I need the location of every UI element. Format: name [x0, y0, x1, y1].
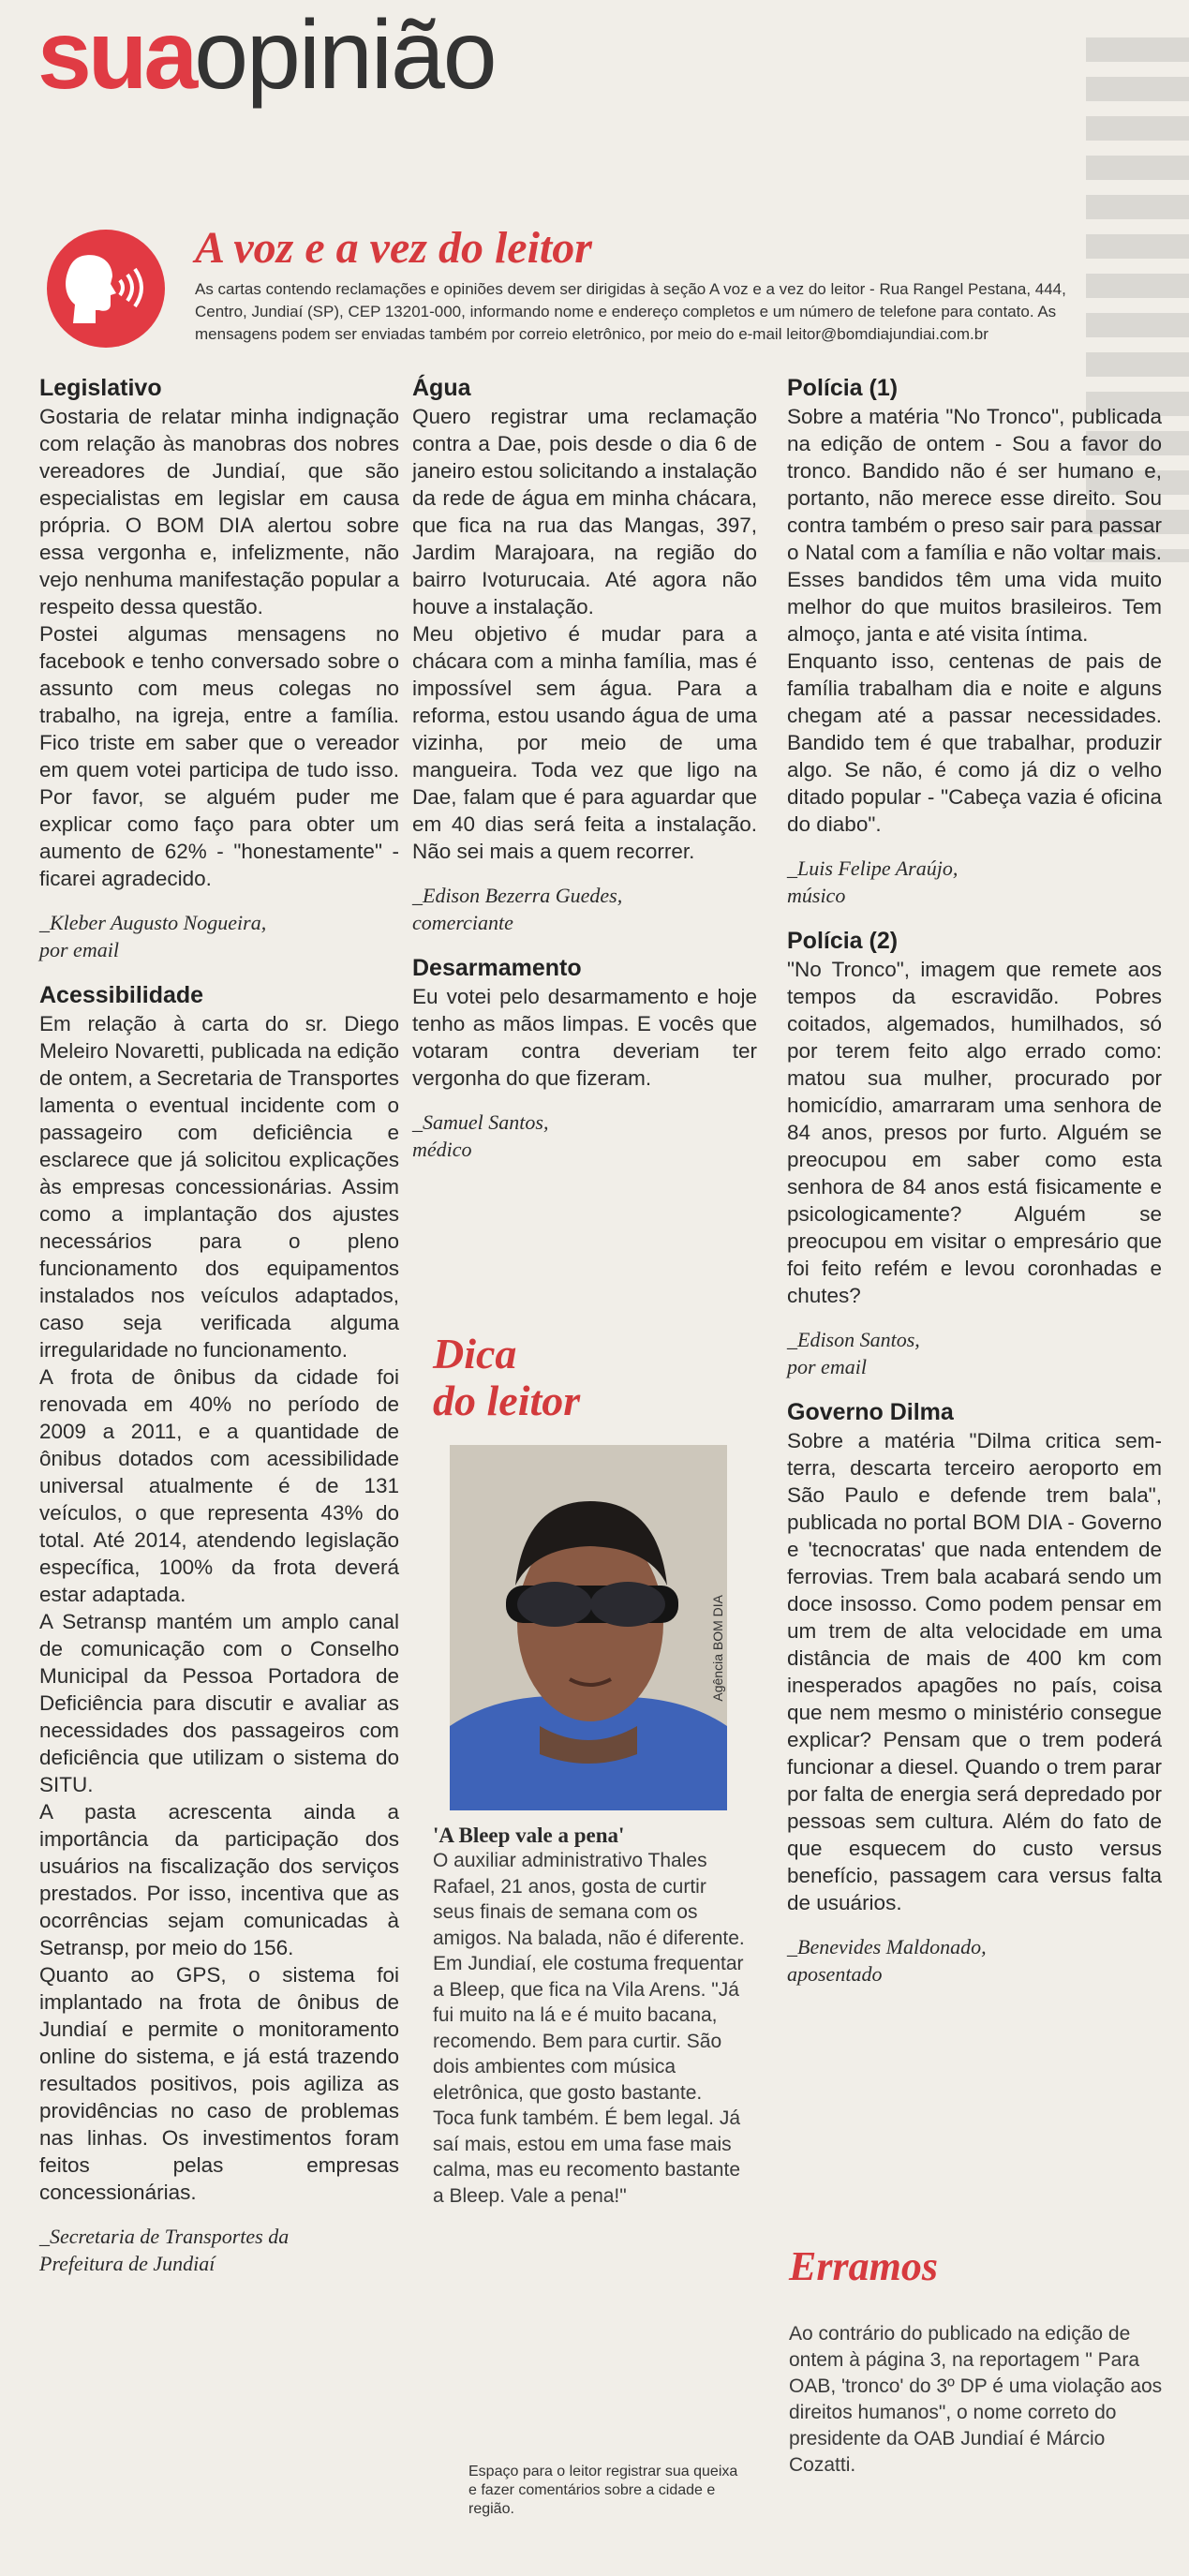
- letter-paragraph: Quanto ao GPS, o sistema foi implantado na frota de ônibus de Jundiaí e permite o monitoramento online do sistema, e já está trazendo resultados positivos, pois agiliza as providências no caso de problemas nas linhas. Os investimentos foram feitos pelas empresas concessionárias.: [39, 1963, 399, 2204]
- portrait-illustration: [450, 1445, 727, 1810]
- letter-paragraph: Eu votei pelo desarmamento e hoje tenho as mãos limpas. E vocês que votaram contra deveriam ter vergonha do que fizeram.: [412, 985, 757, 1090]
- signature-role: médico: [412, 1138, 472, 1161]
- letter-paragraph: Em relação à carta do sr. Diego Meleiro Novaretti, publicada na edição de ontem, a Secretaria de Transportes lamenta o eventual incidente com o passageiro com deficiência e esclarece que já solicitou explicações às empresas concessionárias. Assim como a implantação dos ajustes necessários para o pleno funcionamento dos equipamentos instalados nos veículos adaptados, caso seja verificada alguma irregularidade no funcionamento.: [39, 1012, 399, 1362]
- reader-tip-caption: 'A Bleep vale a pena': [433, 1824, 625, 1847]
- letter-title-desarmamento: Desarmamento: [412, 955, 582, 981]
- signature-role: por email: [39, 938, 119, 961]
- signature-name: _Edison Bezerra Guedes,: [412, 884, 623, 907]
- letter-signature: [787, 1933, 1162, 1988]
- letter-paragraph: Sobre a matéria "Dilma critica sem-terra, descarta terceiro aeroporto em São Paulo e defende trem bala", publicada no portal BOM DIA - Governo e 'tecnocratas' que nada entendem de ferrovias. Trem bala acabará sendo um doce insosso. Como podem pensar em um trem de alta velocidade em uma distância de mais de 400 km com inesperados apagões no país, coisa que nem mesmo o ministério consegue explicar? Pensam que o trem poderá funcionar a diesel. Quando o trem parar por falta de energia será depredado por pessoas sem cultura. Além do fato de que esquecem do custo versus benefício, passagem cara versus falta de usuários.: [787, 1429, 1162, 1914]
- reader-tip-title-line2: do leitor: [433, 1377, 581, 1424]
- intro-text: As cartas contendo reclamações e opiniões devem ser dirigidas à seção A voz e a vez do leitor - Rua Rangel Pestana, 444, Centro, Jundiaí (SP), CEP 13201-000, informando nome e endereço completos e um número de telefone para contato. As mensagens podem ser enviadas também por correio eletrônico, por meio do e-mail leitor@bomdiajundiai.com.br: [195, 280, 1066, 343]
- column-3: [787, 373, 1162, 2004]
- reader-photo: [450, 1445, 727, 1810]
- letter-title-governo: Governo Dilma: [787, 1399, 954, 1425]
- letter-signature: [39, 909, 399, 963]
- masthead-opiniao: opinião: [194, 1, 496, 110]
- letter-title-policia-2: Polícia (2): [787, 928, 899, 954]
- signature-role: por email: [787, 1355, 867, 1378]
- letter-signature: [412, 882, 757, 936]
- signature-role: comerciante: [412, 911, 513, 934]
- signature-name: _Samuel Santos,: [412, 1110, 549, 1134]
- letter-title-acessibilidade: Acessibilidade: [39, 982, 204, 1008]
- letter-signature: [412, 1109, 757, 1163]
- reader-tip-footer: Espaço para o leitor registrar sua queixa e fazer comentários sobre a cidade e região.: [468, 2464, 738, 2517]
- reader-tip-title: [433, 1331, 747, 1424]
- signature-name: _Benevides Maldonado,: [787, 1935, 987, 1958]
- signature-role: músico: [787, 884, 846, 907]
- masthead-sua: sua: [37, 1, 195, 110]
- letter-title-legislativo: Legislativo: [39, 375, 162, 401]
- signature-name: _Kleber Augusto Nogueira,: [39, 911, 267, 934]
- letter-title-policia-1: Polícia (1): [787, 375, 899, 401]
- column-1: [39, 373, 399, 2294]
- reader-tip-box: [433, 1331, 747, 2209]
- signature-name: _Secretaria de Transportes da: [39, 2225, 290, 2248]
- letter-paragraph: Sobre a matéria "No Tronco", publicada na edição de ontem - Sou a favor do tronco. Bandido não é ser humano e, portanto, não merece esse direito. Sou contra também o preso sair para passar o Natal com a família e não voltar mais. Esses bandidos têm uma vida muito melhor do que muitos brasileiros. Tem almoço, janta e até visita íntima.: [787, 405, 1162, 646]
- reader-tip-text: O auxiliar administrativo Thales Rafael, 21 anos, gosta de curtir seus finais de semana com os amigos. Na balada, não é diferente. Em Jundiaí, ele costuma frequentar a Bleep, que fica na Vila Arens. "Já fui muito na lá e é muito bacana, recomendo. Bem para curtir. São dois ambientes com música eletrônica, que gosto bastante. Toca funk também. É bem legal. Já saí mais, estou em uma fase mais calma, mas eu recomento bastante a Bleep. Vale a pena!": [433, 1850, 745, 2207]
- signature-name: _Edison Santos,: [787, 1328, 920, 1351]
- masthead: [37, 0, 750, 112]
- intro-title: A voz e a vez do leitor: [195, 223, 592, 273]
- letter-paragraph: A pasta acrescenta ainda a importância da participação dos usuários na fiscalização dos serviços prestados. Por isso, incentiva que as ocorrências sejam comunicadas à Setransp, por meio do 156.: [39, 1800, 399, 1959]
- letter-paragraph: A Setransp mantém um amplo canal de comunicação com o Conselho Municipal da Pessoa Portadora de Deficiência para discutir e avaliar as necessidades dos passageiros com deficiência que utilizam o sistema do SITU.: [39, 1610, 399, 1796]
- corrections-text: Ao contrário do publicado na edição de ontem à página 3, na reportagem " Para OAB, 'tronco' do 3º DP é uma violação aos direitos humanos", o nome correto do presidente da OAB Jundiaí é Márcio Cozatti.: [789, 2323, 1163, 2476]
- intro-band: [37, 220, 1096, 356]
- column-2: [412, 373, 757, 1180]
- letter-signature: [787, 1326, 1162, 1380]
- letter-paragraph: Postei algumas mensagens no facebook e tenho conversado sobre o assunto com meus colegas no trabalho, na igreja, entre a família. Fico triste em saber que o vereador em quem votei participa de tudo isso. Por favor, se alguém puder me explicar como faço para obter um aumento de 62% - "honestamente" - ficarei agradecido.: [39, 622, 399, 890]
- signature-role: Prefeitura de Jundiaí: [39, 2252, 216, 2275]
- letter-paragraph: Meu objetivo é mudar para a chácara com a minha família, mas é impossível sem água. Para a reforma, estou usando água de uma vizinha, por meio de uma mangueira. Toda vez que ligo na Dae, falam que é para aguardar que em 40 dias será feita a instalação. Não sei mais a quem recorrer.: [412, 622, 757, 863]
- letter-paragraph: Gostaria de relatar minha indignação com relação às manobras dos nobres vereadores de Jundiaí, que são especialistas em legislar em causa própria. O BOM DIA alertou sobre essa vergonha e, infelizmente, não vejo nenhuma manifestação popular a respeito dessa questão.: [39, 405, 399, 618]
- letter-signature: [39, 2223, 399, 2277]
- letter-signature: [787, 855, 1162, 909]
- signature-name: _Luis Felipe Araújo,: [787, 856, 959, 880]
- corrections-title: Erramos: [789, 2243, 938, 2289]
- letter-paragraph: "No Tronco", imagem que remete aos tempos da escravidão. Pobres coitados, algemados, humilhados, só por terem feito algo errado como: matou sua mulher, procurado por homicídio, amarraram uma senhora de 84 anos, presos por furto. Alguém se preocupou em saber como esta senhora de 84 anos está fisicamente e psicologicamente? Alguém se preocupou em visitar o empresário que foi feito refém e levou coronhadas e chutes?: [787, 958, 1162, 1307]
- photo-credit: Agência BOM DIA: [710, 1595, 725, 1702]
- signature-role: aposentado: [787, 1962, 883, 1986]
- letter-title-agua: Água: [412, 375, 471, 401]
- letter-paragraph: A frota de ônibus da cidade foi renovada em 40% no período de 2009 a 2011, e a quantidade de ônibus dotados com acessibilidade universal atualmente é de 131 veículos, o que representa 43% do total. Até 2014, atendendo legislação específica, 100% da frota deverá estar adaptada.: [39, 1365, 399, 1606]
- letter-paragraph: Enquanto isso, centenas de pais de família trabalham dia e noite e alguns chegam até a passar necessidades. Bandido tem é que trabalhar, produzir algo. Se não, é como já diz o velho ditado popular - "Cabeça vazia é oficina do diabo".: [787, 649, 1162, 836]
- corrections-box: [789, 2244, 1164, 2479]
- speaking-head-icon: [47, 230, 165, 348]
- reader-tip-title-line1: Dica: [433, 1330, 517, 1377]
- letter-paragraph: Quero registrar uma reclamação contra a Dae, pois desde o dia 6 de janeiro estou solicitando a instalação da rede de água em minha chácara, que fica na rua das Mangas, 397, Jardim Marajoara, na região do bairro Ivoturucaia. Até agora não houve a instalação.: [412, 405, 757, 618]
